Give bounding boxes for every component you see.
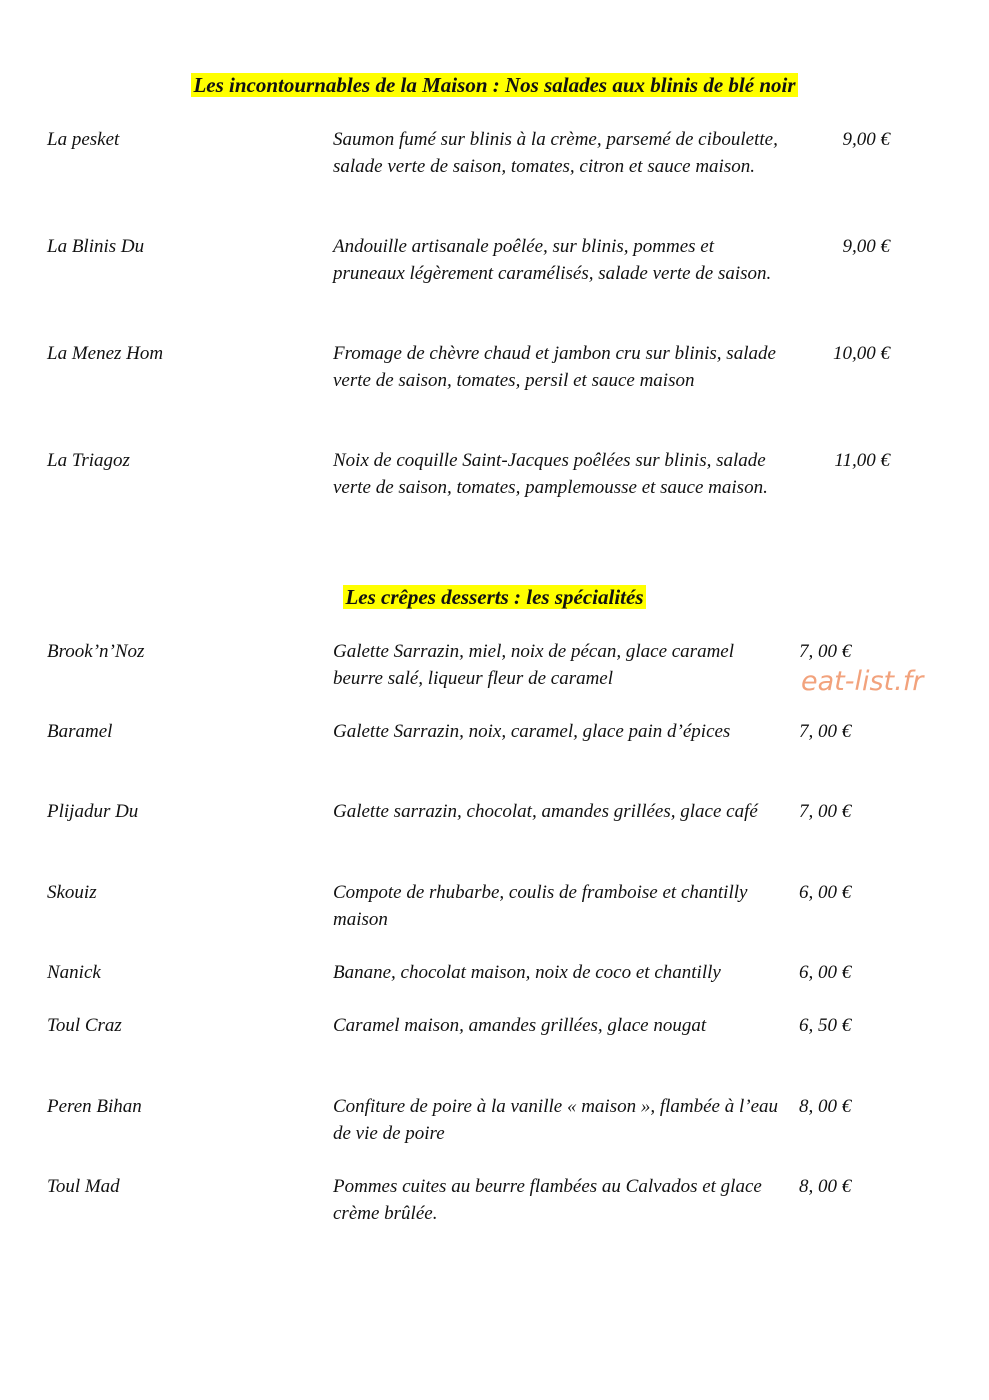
item-price: 7, 00 € xyxy=(799,721,852,742)
item-name: Peren Bihan xyxy=(47,1096,142,1117)
item-price: 11,00 € xyxy=(834,450,890,471)
item-description: Compote de rhubarbe, coulis de framboise et chantilly maison xyxy=(333,882,748,930)
item-description: Pommes cuites au beurre flambées au Calvados et glace crème brûlée. xyxy=(333,1176,762,1224)
item-price: 9,00 € xyxy=(842,236,890,257)
item-price: 9,00 € xyxy=(842,129,890,150)
section-title-text: Les incontournables de la Maison : Nos salades aux blinis de blé noir xyxy=(193,73,796,97)
item-description: Saumon fumé sur blinis à la crème, parsemé de ciboulette, salade verte de saison, tomates, citron et sauce maison. xyxy=(333,129,778,177)
item-price: 8, 00 € xyxy=(799,1176,852,1197)
section-title-text: Les crêpes desserts : les spécialités xyxy=(345,585,644,609)
item-price: 10,00 € xyxy=(833,343,890,364)
item-description: Confiture de poire à la vanille « maison », flambée à l’eau de vie de poire xyxy=(333,1096,779,1144)
section-title-salades xyxy=(0,72,989,98)
item-name: La Blinis Du xyxy=(47,236,145,257)
item-description: Fromage de chèvre chaud et jambon cru sur blinis, salade verte de saison, tomates, persil et sauce maison xyxy=(333,343,776,391)
item-name: Nanick xyxy=(47,962,101,983)
item-name: Skouiz xyxy=(47,882,97,903)
item-name: La Triagoz xyxy=(47,450,130,471)
item-name: La Menez Hom xyxy=(47,343,164,364)
item-price: 6, 00 € xyxy=(799,882,852,903)
item-description: Galette Sarrazin, miel, noix de pécan, glace caramel beurre salé, liqueur fleur de caramel xyxy=(333,641,735,689)
item-price: 6, 00 € xyxy=(799,962,852,983)
item-price: 7, 00 € xyxy=(799,801,852,822)
item-description: Andouille artisanale poêlée, sur blinis, pommes et pruneaux légèrement caramélisés, salade verte de saison. xyxy=(333,236,772,284)
watermark: eat-list.fr xyxy=(801,666,924,697)
section-title-crepes xyxy=(0,584,989,610)
item-name: La pesket xyxy=(47,129,120,150)
item-description: Banane, chocolat maison, noix de coco et chantilly xyxy=(333,962,721,983)
item-price: 7, 00 € xyxy=(799,641,852,662)
item-description: Galette sarrazin, chocolat, amandes grillées, glace café xyxy=(333,801,758,822)
item-description: Caramel maison, amandes grillées, glace nougat xyxy=(333,1015,707,1036)
item-name: Toul Mad xyxy=(47,1176,120,1197)
item-name: Baramel xyxy=(47,721,113,742)
item-description: Noix de coquille Saint-Jacques poêlées sur blinis, salade verte de saison, tomates, pamplemousse et sauce maison. xyxy=(333,450,768,498)
item-name: Brook’n’Noz xyxy=(47,641,145,662)
item-price: 6, 50 € xyxy=(799,1015,852,1036)
item-price: 8, 00 € xyxy=(799,1096,852,1117)
item-description: Galette Sarrazin, noix, caramel, glace pain d’épices xyxy=(333,721,731,742)
item-name: Toul Craz xyxy=(47,1015,122,1036)
item-name: Plijadur Du xyxy=(47,801,139,822)
